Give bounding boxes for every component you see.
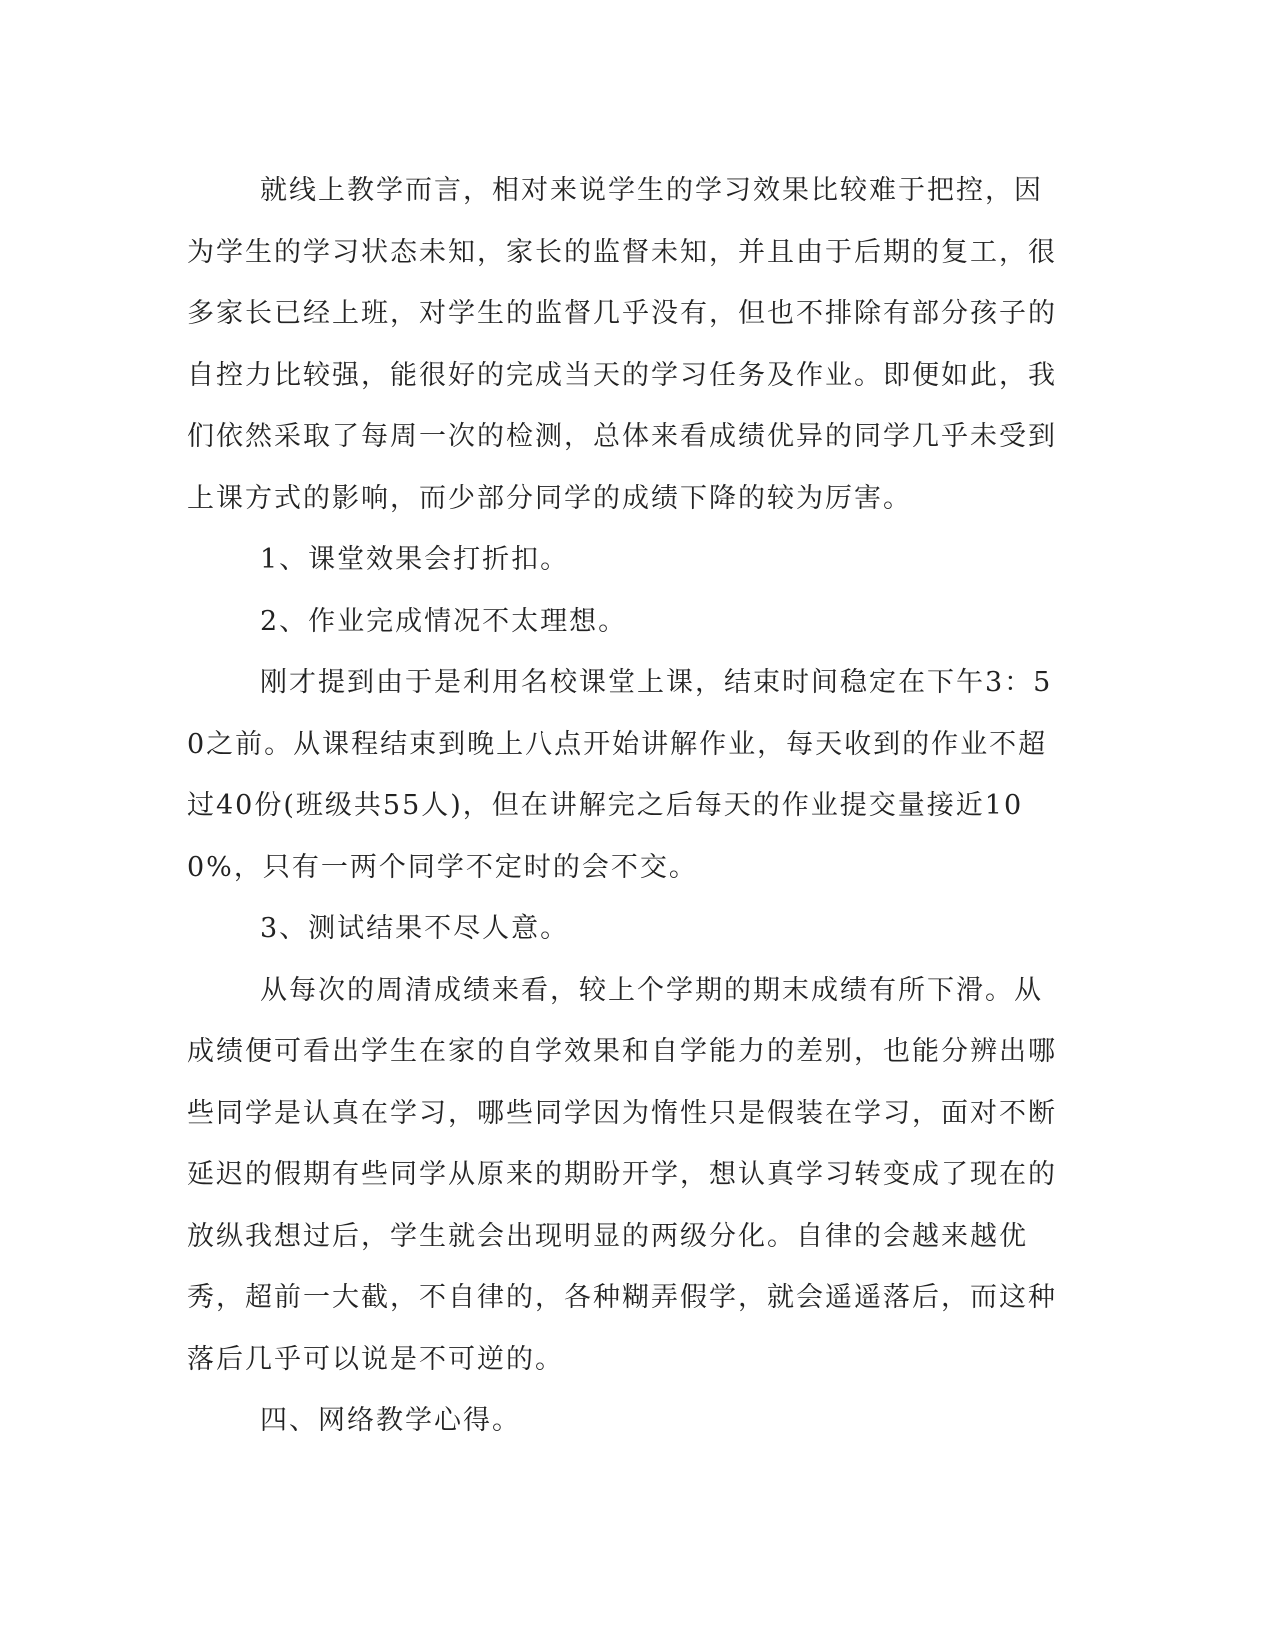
paragraph-homework: 刚才提到由于是利用名校课堂上课，结束时间稳定在下午3：50之前。从课程结束到晚上八点开始讲解作业，每天收到的作业不超过40份(班级共55人)，但在讲解完之后每天的作业提交量接近100%，只有一两个同学不定时的会不交。	[187, 667, 1053, 883]
list-item-1: 1、课堂效果会打折扣。	[260, 544, 570, 575]
list-item-2: 2、作业完成情况不太理想。	[260, 605, 628, 637]
paragraph-results: 从每次的周清成绩来看，较上个学期的期末成绩有所下滑。从成绩便可看出学生在家的自学效果和自学能力的差别，也能分辨出哪些同学是认真在学习，哪些同学因为惰性只是假装在学习，面对不断延迟的假期有些同学从原来的期盼开学，想认真学习转变成了现在的放纵我想过后，学生就会出现明显的两级分化。自律的会越来越优秀，超前一大截，不自律的，各种糊弄假学，就会遥遥落后，而这种落后几乎可以说是不可逆的。	[187, 974, 1057, 1375]
document-body	[187, 160, 1067, 1452]
list-item-3: 3、测试结果不尽人意。	[260, 913, 570, 944]
section-heading-4: 四、网络教学心得。	[260, 1405, 521, 1436]
paragraph-intro: 就线上教学而言，相对来说学生的学习效果比较难于把控，因为学生的学习状态未知，家长的监督未知，并且由于后期的复工，很多家长已经上班，对学生的监督几乎没有，但也不排除有部分孩子的自控力比较强，能很好的完成当天的学习任务及作业。即便如此，我们依然采取了每周一次的检测，总体来看成绩优异的同学几乎未受到上课方式的影响，而少部分同学的成绩下降的较为厉害。	[187, 175, 1057, 514]
